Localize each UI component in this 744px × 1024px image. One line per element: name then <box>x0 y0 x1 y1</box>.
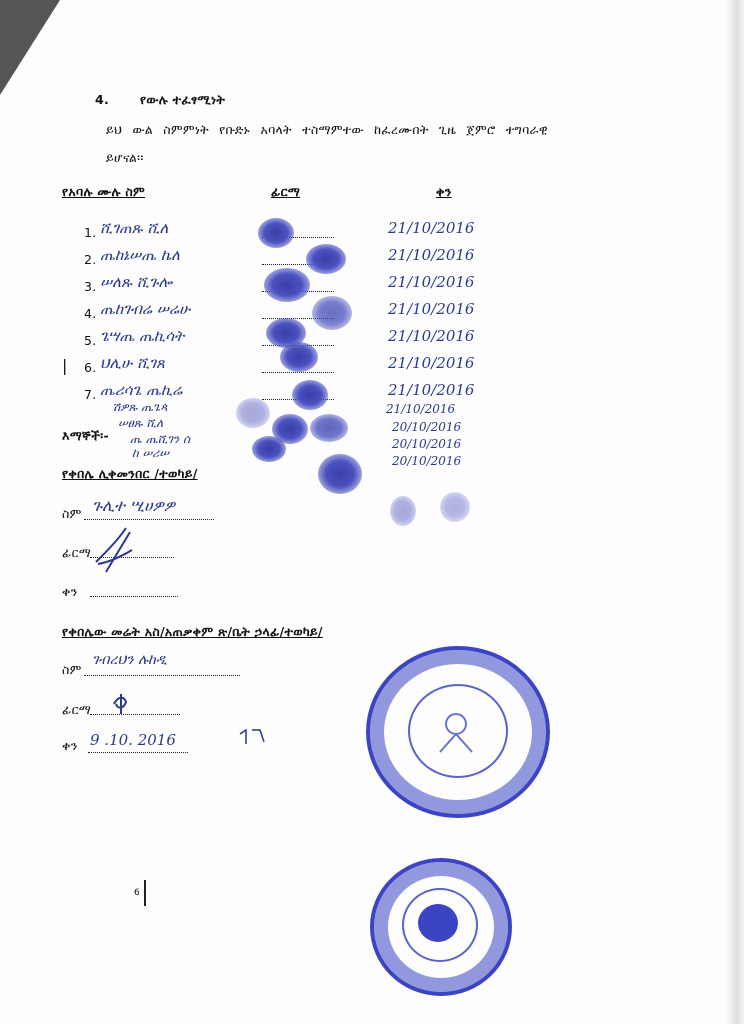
fingerprint <box>318 454 362 494</box>
signature-label: ፊርማ <box>62 545 92 560</box>
member-date: 21/10/2016 <box>388 354 475 372</box>
section-title: የውሉ ተፈፃሚነት <box>140 92 226 107</box>
row-number: 5. <box>84 333 97 348</box>
fingerprint <box>390 496 416 526</box>
fingerprint <box>280 342 318 372</box>
section-number: 4. <box>95 92 110 107</box>
name-line <box>84 518 214 520</box>
member-date: 21/10/2016 <box>388 300 475 318</box>
round-stamp-upper <box>366 646 550 818</box>
land-office-head-name: ገብረህን ሉከዲ <box>92 652 167 668</box>
witnesses-label: እማኞች፡- <box>62 428 109 443</box>
land-office-head-date: 9 .10. 2016 <box>90 731 176 749</box>
extra-entry-name: ሠፀጹ ሺለ <box>118 416 164 430</box>
extra-entry-date: 20/10/2016 <box>392 437 462 451</box>
row-number: 1. <box>84 225 97 240</box>
date-label: ቀን <box>62 738 78 753</box>
member-date: 21/10/2016 <box>388 273 475 291</box>
fingerprint <box>258 218 294 248</box>
member-name: ጤከኔሠጤ ኬለ <box>100 246 180 264</box>
member-name: ህሊሁ ሺገጸ <box>100 354 165 372</box>
fingerprint <box>264 268 310 302</box>
row-number: 2. <box>84 252 97 267</box>
page-edge-shadow <box>726 0 744 1024</box>
extra-entry-name: ከ ሠሪሠ <box>132 446 169 460</box>
handwritten-signature <box>92 522 138 578</box>
extra-entry-name: ጤ ጤሺገን ሰ <box>130 432 190 446</box>
extra-entry-date: 20/10/2016 <box>392 454 462 468</box>
member-name: ጌሣጤ ጤኪሳት <box>100 327 185 345</box>
row-number: 6. <box>84 360 97 375</box>
extra-entry-date: 21/10/2016 <box>386 402 456 416</box>
signature-line <box>90 713 180 715</box>
fingerprint <box>252 436 286 462</box>
kebele-chair-title: የቀበሌ ሊቀመንበር /ተወካይ/ <box>62 466 198 481</box>
fingerprint <box>310 414 348 442</box>
round-stamp-lower <box>370 858 512 996</box>
margin-mark: | <box>62 356 68 375</box>
fingerprint <box>440 492 470 522</box>
name-label: ስም <box>62 506 82 521</box>
header-member-name: የአባሉ ሙሉ ስም <box>62 184 145 199</box>
stamp-emblem <box>432 704 480 758</box>
header-date: ቀን <box>436 184 452 199</box>
date-line <box>88 751 188 753</box>
name-label: ስም <box>62 662 82 677</box>
date-label: ቀን <box>62 584 78 599</box>
date-line <box>90 595 178 597</box>
land-office-head-title: የቀበሌው መሬት አስ/አጠቃቀም ጽ/ቤት ኃላፊ/ተወካይ/ <box>62 624 323 639</box>
row-number: 7. <box>84 387 97 402</box>
member-name: ጤከገብሬ ሠሬሁ <box>100 300 191 318</box>
fingerprint <box>312 296 352 330</box>
page-number: 6 <box>134 888 140 898</box>
kebele-chair-name: ጉሊተ ሢሀዎዎ <box>92 496 176 515</box>
member-name: ሠለጹ ሺጉሎ <box>100 273 172 291</box>
fingerprint <box>292 380 328 410</box>
member-date: 21/10/2016 <box>388 219 475 237</box>
page-number-bar <box>144 880 146 906</box>
extra-entry-date: 20/10/2016 <box>392 420 462 434</box>
extra-entry-name: ሽዎጹ ጤጌጳ <box>112 400 168 414</box>
member-date: 21/10/2016 <box>388 381 475 399</box>
section-body-line2: ይሆናል፡፡ <box>106 150 144 165</box>
fingerprint <box>306 244 346 274</box>
row-number: 4. <box>84 306 97 321</box>
handwritten-mark <box>238 726 268 746</box>
member-name: ጤሪሳጌ ጤኪሬ <box>100 381 183 399</box>
section-body-line1: ይህ ውል ስምምነት የቡድኑ አባላት ተስማምተው ከፈረሙበት ጊዜ ጀምሮ ተግባራዊ <box>106 122 548 137</box>
name-line <box>84 674 240 676</box>
fingerprint <box>236 398 270 428</box>
row-number: 3. <box>84 279 97 294</box>
signature-label: ፊርማ <box>62 702 92 717</box>
member-date: 21/10/2016 <box>388 246 475 264</box>
handwritten-signature <box>110 692 132 716</box>
folded-corner <box>0 0 60 95</box>
stamp-emblem <box>418 904 458 942</box>
member-date: 21/10/2016 <box>388 327 475 345</box>
header-signature: ፊርማ <box>271 184 301 199</box>
member-name: ሺገጠጹ ሺለ <box>100 219 169 237</box>
